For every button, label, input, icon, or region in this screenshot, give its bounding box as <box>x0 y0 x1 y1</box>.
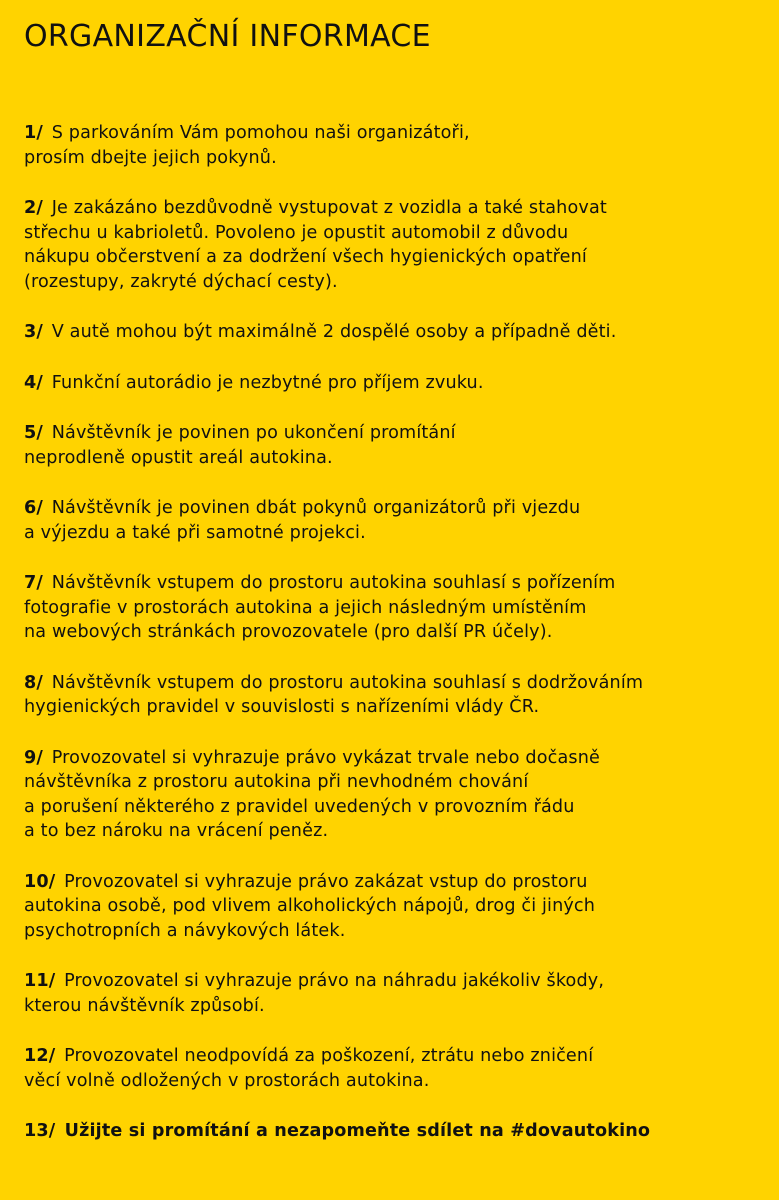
rule-line <box>24 496 764 521</box>
rule-line <box>24 671 764 696</box>
rule-text: (rozestupy, zakryté dýchací cesty). <box>24 271 338 292</box>
rule-number: 10/ <box>24 871 56 892</box>
rule-number: 5/ <box>24 423 43 443</box>
rule-line <box>24 571 764 596</box>
rule-text: hygienických pravidel v souvislosti s nařízeními vlády ČR. <box>24 697 540 717</box>
rule-text: S parkováním Vám pomohou naši organizátoři, <box>51 123 470 143</box>
rule-number: 3/ <box>24 322 43 342</box>
rule-line <box>24 371 764 396</box>
rule-number: 1/ <box>24 123 43 143</box>
rule-number: 11/ <box>24 971 56 991</box>
rule-text: V autě mohou být maximálně 2 dospělé osoby a případně děti. <box>51 322 617 342</box>
rule-text: na webových stránkách provozovatele (pro další PR účely). <box>24 622 553 642</box>
rule-item <box>24 1119 764 1144</box>
rules-list <box>24 121 764 1170</box>
rule-text: Návštěvník vstupem do prostoru autokina souhlasí s dodržováním <box>51 672 644 693</box>
rule-number: 13/ <box>24 1121 56 1141</box>
rule-line <box>24 121 764 146</box>
rule-text: Provozovatel si vyhrazuje právo na náhradu jakékoliv škody, <box>64 971 605 991</box>
rule-text: návštěvníka z prostoru autokina při nevhodném chování <box>24 772 529 792</box>
rule-text: Provozovatel si vyhrazuje právo vykázat trvale nebo dočasně <box>51 747 600 768</box>
rule-text: a to bez nároku na vrácení peněz. <box>24 821 329 841</box>
rule-text: věcí volně odložených v prostorách autokina. <box>24 1070 430 1091</box>
rule-item <box>24 371 764 396</box>
rule-text: střechu u kabrioletů. Povoleno je opustit automobil z důvodu <box>24 222 569 243</box>
page-title: ORGANIZAČNÍ INFORMACE <box>24 19 431 54</box>
rule-line <box>24 969 764 994</box>
rule-text: neprodleně opustit areál autokina. <box>24 447 333 468</box>
rule-text: prosím dbejte jejich pokynů. <box>24 147 277 168</box>
rule-text: Návštěvník je povinen po ukončení promítání <box>51 423 456 443</box>
rule-item <box>24 121 764 170</box>
rule-line <box>24 1044 764 1069</box>
rule-text: Provozovatel neodpovídá za poškození, ztrátu nebo zničení <box>64 1046 594 1066</box>
rule-text: autokina osobě, pod vlivem alkoholických nápojů, drog či jiných <box>24 896 596 916</box>
rule-number: 2/ <box>24 198 43 218</box>
rule-text: a porušení některého z pravidel uvedených v provozním řádu <box>24 796 575 817</box>
rule-text: Funkční autorádio je nezbytné pro příjem zvuku. <box>51 372 484 393</box>
rule-item <box>24 320 764 345</box>
rule-item <box>24 969 764 1018</box>
rule-line <box>24 320 764 345</box>
rule-item <box>24 421 764 470</box>
rule-text: Návštěvník vstupem do prostoru autokina souhlasí s pořízením <box>51 573 616 593</box>
rule-number: 4/ <box>24 372 43 393</box>
rule-item <box>24 196 764 294</box>
rule-number: 12/ <box>24 1046 56 1066</box>
rule-line <box>24 870 764 895</box>
rule-text: psychotropních a návykových látek. <box>24 920 346 941</box>
rule-text: kterou návštěvník způsobí. <box>24 995 265 1016</box>
rule-item <box>24 870 764 944</box>
rule-text: a výjezdu a také při samotné projekci. <box>24 522 366 543</box>
rule-item <box>24 496 764 545</box>
rule-text: nákupu občerstvení a za dodržení všech hygienických opatření <box>24 247 587 267</box>
rule-text: Provozovatel si vyhrazuje právo zakázat vstup do prostoru <box>64 871 588 892</box>
rule-text: Užijte si promítání a nezapomeňte sdílet na #dovautokino <box>64 1121 651 1141</box>
rule-text: Je zakázáno bezdůvodně vystupovat z vozidla a také stahovat <box>51 198 607 218</box>
rule-number: 7/ <box>24 573 43 593</box>
rule-text: Návštěvník je povinen dbát pokynů organizátorů při vjezdu <box>51 498 581 518</box>
rule-number: 8/ <box>24 672 43 693</box>
rule-item <box>24 671 764 720</box>
rule-line <box>24 421 764 446</box>
rule-number: 6/ <box>24 498 43 518</box>
rule-text: fotografie v prostorách autokina a jejich následným umístěním <box>24 597 587 618</box>
rule-number: 9/ <box>24 747 43 768</box>
rule-item <box>24 571 764 645</box>
rule-line <box>24 196 764 221</box>
rule-item <box>24 1044 764 1093</box>
rule-line <box>24 1119 764 1144</box>
rule-line <box>24 746 764 771</box>
rule-item <box>24 746 764 844</box>
